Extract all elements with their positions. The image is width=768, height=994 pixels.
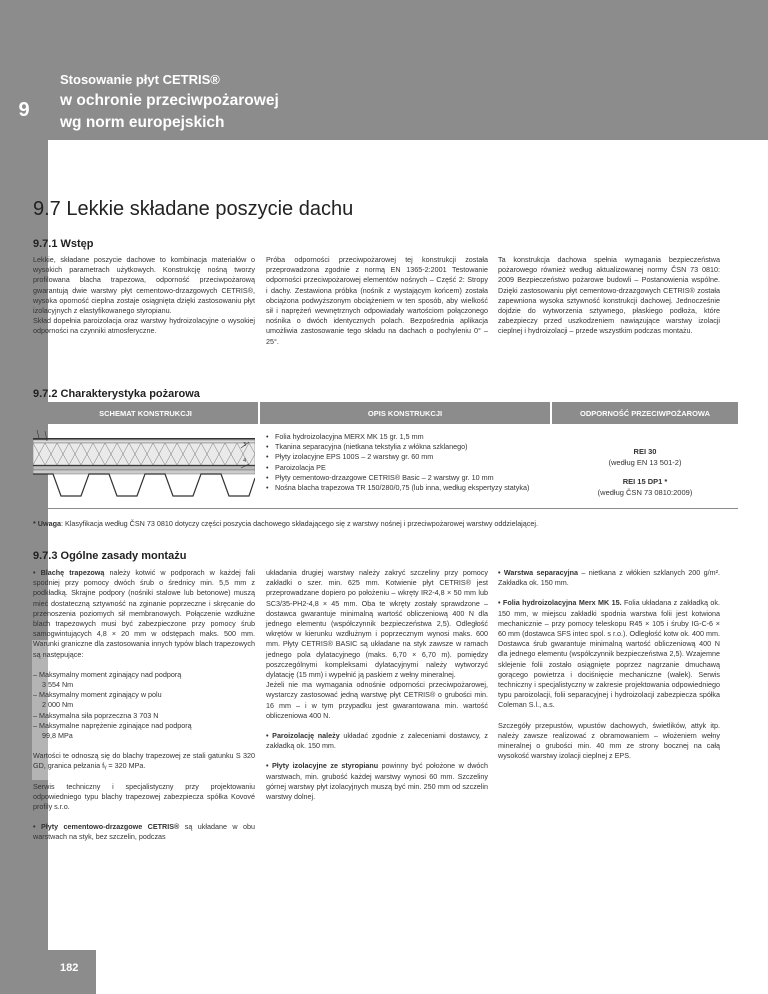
heading-973: 9.7.3 Ogólne zasady montażu (33, 550, 187, 562)
chapter-title-line2: wg norm europejskich (60, 114, 225, 131)
separation-layer-label: • Warstwa separacyjna (498, 568, 579, 577)
intro-column-3 (498, 255, 720, 337)
layer-item: • Płyty izolacyjne EPS 100S – 2 warstwy gr. 60 mm (266, 452, 541, 462)
anchoring-paragraph: układania drugiej warstwy należy zakryć szczeliny przy pomocy zakładki o szer. min. 625 mm. Kotwienie płyt CETRIS® jest przeprowadzane dopiero po położeniu – wkręty IR2-4,8 × 50 mm lub SC3/35-PH2-4,8 × 45 mm. Oba te wkręty zostały sprawdzone – dostawca gwarantuje minimalną wartość obliczeniową 400 N dla jednego elementu (współczynnik bezpieczeństwa 2,5). Odległość wkrętów w kierunku wzdłużnym i poprzecznym wynosi maks. 600 mm. Płyty CETRIS® BASIC są układane na styk zawsze w ramach jednego pola dylatacyjnego (maks. 6,70 × 6,70 m). pomiędzy poszczególnymi kompleksami dylatacyjnymi należy wytworzyć dylatację (15 mm) i wypełnić ją paskiem z wełny mineralnej. (266, 568, 488, 680)
separation-layer-text: – nietkana z włókien szklanych 200 g/m². Zakładka ok. 150 mm. (498, 568, 720, 588)
footnote-text: : Klasyfikacja według ČSN 73 0810 dotyczy części poszycia dachowego składającego się z warstwy nośnej i przeciwpożarowej warstwy oddzielającej. (60, 519, 538, 528)
chapter-title (60, 90, 279, 134)
waterproofing-foil-text: Folia układana z zakładką ok. 150 mm, w miejscu zakładki spodnia warstwa folii jest kotwiona mechanicznie – przy pomocy teleskopu R45 × 105 i śruby IG-C-6 × 60 mm (dostawca SFS intec spol. s r.o.). Odległość kotw ok. 400 mm. Dostawca śrub gwarantuje minimalną wartość obliczeniową 400 N dla jednego elementu (współczynnik bezpieczeństwa 2,5). Wzajemne sklejenie folii zostało osiągnięte poprzez nagrzanie dmuchawą gorącego powietrza i dociśnięcie mechaniczne (wałek). Serwis techniczny i specjalistyczny w zakresie projektowania odpowiedniego typu paroizolacji, folii separacyjnej i hydroizolacji zabezpiecza spółka Coleman S.l., a.s. (498, 598, 720, 710)
assembly-column-1 (33, 568, 255, 843)
limit-item: – Maksymalny moment zginający w polu (33, 690, 162, 700)
rating-en-note: (według EN 13 501-2) (608, 458, 682, 467)
limit-item: – Maksymalna siła poprzeczna 3 703 N (33, 710, 159, 720)
assembly-column-2 (266, 568, 488, 802)
heading-972: 9.7.2 Charakterystyka pożarowa (33, 388, 200, 400)
eps-boards-text: powinny być położone w dwóch warstwach, min. grubość każdej warstwy wynosi 60 mm. Szczeliny górnej warstwy płyt izolacyjnych muszą być min. 250 mm od szczelin warstwy dolnej. (266, 761, 488, 802)
trapezoid-sheet-paragraph (33, 568, 255, 660)
intro-col1-p1: Lekkie, składane poszycie dachowe to kombinacja materiałów o wysokich parametrach użytkowych. Konstrukcję nośną tworzy profilowana blacha trapezowa, odporność przeciwpożarową gwarantują dwie warstwy płyt cementowo-drzazgowych CETRIS®, wysoka oporność cieplna zostaje osiągnięta dzięki zastosowaniu płyt izolacyjnych z elastyfikowanego styropianu. (33, 255, 255, 316)
eps-boards-paragraph (266, 761, 488, 802)
waterproofing-foil-label: • Folia hydroizolacyjna Merx MK 15. (498, 598, 622, 608)
single-layer-paragraph: Jeżeli nie ma wymagania odnośnie odporności przeciwpożarowej, wystarczy zastosować jedną warstwę płyt CETRIS® o grubości min. 16 mm – i w tym przypadku jest gwarantowana min. wartość obliczeniowa 400 N. (266, 680, 488, 720)
rating-en-value: REI 30 (633, 447, 657, 456)
intro-col3-p1: Ta konstrukcja dachowa spełnia wymagania bezpieczeństwa pożarowego również według aktualizowanej normy ČSN 73 0810: 2009 Bezpieczeństwo pożarowe budowli – Postanowienia wspólne. Dzięki zastosowaniu płyt cementowo-drzazgowych CETRIS® została zapewniona wysoka sztywność konstrukcji dachowej. Jednocześnie dojdzie do wytworzenia sztywnego, płaskiego podłoża, które zabezpieczy przed uszkodzeniem nawiązujące warstwy izolacji cieplnej i hydroizolacji – przede wszystkim podczas montażu. (498, 255, 720, 336)
intro-column-2 (266, 255, 488, 347)
vapour-barrier-text: układać zgodnie z zaleceniami dostawcy, z zakładką ok. 150 mm. (266, 731, 488, 751)
vapour-barrier-paragraph (266, 731, 488, 751)
construction-layer-list (266, 432, 541, 493)
eps-boards-label: • Płyty izolacyjne ze styropianu (266, 761, 379, 771)
construction-schema-diagram (33, 428, 255, 504)
heading-971: 9.7.1 Wstęp (33, 238, 94, 250)
tech-service-paragraph: Serwis techniczny i specjalistyczny przy projektowaniu odpowiedniego typu blachy trapezowej zabezpiecza spółka Kovové profily s.r.o. (33, 781, 255, 812)
chapter-header (48, 0, 768, 140)
table-header-resistance: ODPORNOŚĆ PRZECIWPOŻAROWA (552, 402, 738, 424)
layer-item: • Tkanina separacyjna (nietkana tekstylia z włókna szklanego) (266, 442, 541, 452)
table-header-schema: SCHEMAT KONSTRUKCJI (33, 402, 258, 424)
vapour-barrier-label: • Paroizolację należy (266, 731, 340, 741)
intro-column-1 (33, 255, 255, 337)
intro-col2-p1: Próba odporności przeciwpożarowej tej konstrukcji została przeprowadzona zgodnie z normą EN 1365-2:2001 Testowanie odporności przeciwpożarowej elementów nośnych – Część 2: Stropy i dachy. Zestawiona próbka (nośnik z wystającym końcem) została obciążona podwyższonym obciążeniem w ten sposób, aby wielkość sił i naprężeń wewnętrznych odpowiadały wartościom połączonego nośnika o dwóch identycznych polach. Bezpośrednia aplikacja umożliwia zastosowanie tego składu na dachach o pochyleniu 0° – 25°. (266, 255, 488, 346)
steel-grade-paragraph: Wartości te odnoszą się do blachy trapezowej ze stali gatunku S 320 GD, granica pełzania fᵧ = 320 MPa. (33, 751, 255, 771)
chapter-number: 9 (18, 98, 30, 121)
separation-layer-paragraph (498, 568, 720, 588)
svg-text:3: 3 (243, 442, 247, 448)
assembly-column-3 (498, 568, 720, 761)
layer-item: • Płyty cementowo-drzazgowe CETRIS® Basic – 2 warstwy gr. 10 mm (266, 473, 541, 483)
limit-item: – Maksymalne naprężenie zginające nad podporą (33, 720, 192, 730)
page-number: 182 (60, 962, 79, 974)
rating-csn-note: (według ČSN 73 0810:2009) (597, 488, 693, 497)
table-footnote (33, 519, 538, 528)
rating-csn (556, 476, 734, 498)
rating-en (556, 446, 734, 468)
waterproofing-foil-paragraph (498, 598, 720, 710)
rating-csn-value: REI 15 DP1 * (622, 477, 668, 486)
trapezoid-sheet-text: należy kotwić w podporach w każdej fali spodniej przy pomocy dwóch śrub o średnicy min. 5,5 mm z podkładką. Skrajne podpory (nośniki stalowe lub betonowe) muszą mieć dostateczną sztywność na zginanie poprzeczne i skręcanie do przenoszenia poziomych sił membranowych. Połączenie wzdłużne blach trapezowych musi być zabezpieczone przy pomocy śrub samogwintujących 4,8 × 20 mm w odstępach maks. 500 mm. Warunki graniczne dla zastosowania innych typów blach trapezowych są następujące: (33, 568, 255, 659)
limit-item: 99,8 MPa (42, 731, 73, 741)
table-bottom-rule (33, 508, 738, 509)
limit-item: 3 554 Nm (42, 680, 74, 690)
trapezoid-sheet-label: • Blachę trapezową (33, 568, 105, 577)
layer-item: • Nośna blacha trapezowa TR 150/280/0,75 (lub inna, według ekspertyzy statyka) (266, 483, 541, 493)
layer-item: • Paroizolacja PE (266, 463, 541, 473)
table-header-description: OPIS KONSTRUKCJI (260, 402, 550, 424)
details-paragraph: Szczegóły przepustów, wpustów dachowych, świetlików, attyk itp. należy zawsze realizować z obramowaniem – włożeniem wełny mineralnej o grubości min. 40 mm ze strony bocznej na całą wysokość warstwy izolacji cieplnej z EPS. (498, 720, 720, 761)
footnote-label: * Uwaga (33, 519, 61, 528)
chapter-title-line1: w ochronie przeciwpożarowej (60, 92, 279, 109)
chapter-subtitle: Stosowanie płyt CETRIS® (60, 72, 220, 87)
intro-col1-p2: Skład dopełnia paroizolacja oraz warstwy hydroizolacyjne o wysokiej odporności na czynniki atmosferyczne. (33, 316, 255, 336)
limit-item: – Maksymalny moment zginający nad podporą (33, 669, 182, 679)
cetris-boards-paragraph (33, 822, 255, 842)
cetris-boards-text: są układane w obu warstwach na styk, bez szczelin, podczas (33, 822, 256, 842)
svg-text:4: 4 (243, 458, 247, 464)
limit-item: 2 000 Nm (42, 700, 74, 710)
layer-item: • Folia hydroizolacyjna MERX MK 15 gr. 1,5 mm (266, 432, 541, 442)
section-title: 9.7 Lekkie składane poszycie dachu (33, 198, 354, 220)
cetris-boards-label: • Płyty cementowo-drzazgowe CETRIS® (33, 822, 180, 832)
